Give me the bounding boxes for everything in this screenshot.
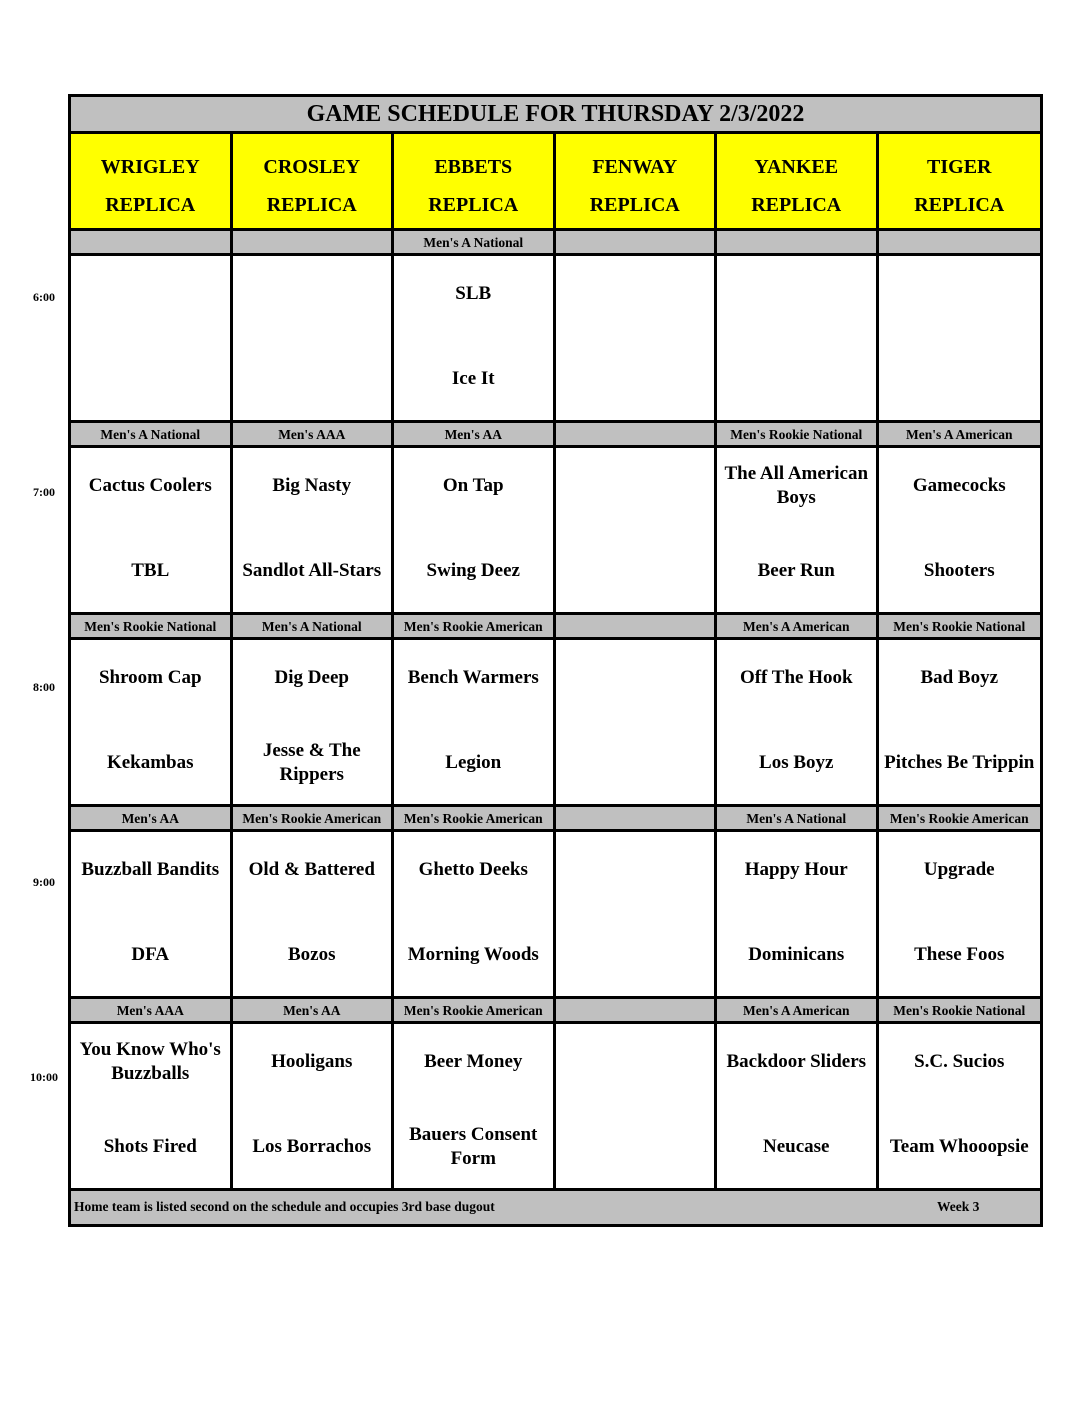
footer-note: Home team is listed second on the schedule and occupies 3rd base dugout (74, 1199, 495, 1214)
field-header-yankee (717, 134, 879, 231)
game-cell (717, 448, 879, 615)
home-team (556, 349, 715, 409)
home-team: Swing Deez (426, 560, 520, 581)
field-name: EBBETS (434, 156, 513, 178)
division-label (717, 231, 879, 256)
division-label: Men's Rookie National (879, 615, 1041, 640)
division-label: Men's AA (394, 423, 556, 448)
away-team: On Tap (442, 475, 504, 496)
home-team (556, 541, 715, 601)
home-team (71, 349, 230, 409)
division-label (556, 231, 718, 256)
game-cell (717, 832, 879, 999)
home-team: Jesse & The Rippers (262, 740, 361, 785)
home-team: Legion (445, 752, 502, 773)
home-team: Pitches Be Trippin (884, 752, 1035, 773)
division-row (71, 423, 1040, 448)
away-team (233, 264, 392, 324)
home-team: Ice It (451, 368, 495, 389)
field-name: YANKEE (754, 156, 839, 178)
game-cell (394, 256, 556, 423)
division-label: Men's A American (717, 615, 879, 640)
away-team: Hooligans (271, 1051, 353, 1072)
home-team (879, 349, 1041, 409)
time-label: 8:00 (33, 680, 55, 694)
away-team: Dig Deep (274, 667, 349, 688)
away-team: Gamecocks (912, 475, 1006, 496)
division-label (879, 231, 1041, 256)
away-team: Bad Boyz (920, 667, 999, 688)
field-header-row (71, 134, 1040, 231)
away-team (556, 648, 715, 708)
field-name: TIGER (927, 156, 992, 178)
division-label: Men's A National (71, 423, 233, 448)
field-header-wrigley (71, 134, 233, 231)
home-team: Team Whooopsie (889, 1136, 1029, 1157)
field-name: FENWAY (592, 156, 678, 178)
home-team: Kekambas (106, 752, 194, 773)
game-row (71, 640, 1040, 807)
away-team: Happy Hour (744, 859, 848, 880)
division-label: Men's AAA (233, 423, 395, 448)
home-team: Shooters (923, 560, 995, 581)
home-team: Los Borrachos (252, 1136, 372, 1157)
field-header-tiger (879, 134, 1041, 231)
away-team: Beer Money (424, 1051, 523, 1072)
game-cell (556, 640, 718, 807)
home-team (556, 1117, 715, 1177)
away-team: Upgrade (923, 859, 995, 880)
division-label (556, 807, 718, 832)
game-cell (71, 448, 233, 615)
away-team (556, 840, 715, 900)
week-label: Week 3 (937, 1199, 980, 1214)
division-row (71, 231, 1040, 256)
game-cell (556, 448, 718, 615)
away-team: Buzzball Bandits (81, 859, 220, 880)
division-label (556, 999, 718, 1024)
away-team: Old & Battered (248, 859, 375, 880)
division-row (71, 615, 1040, 640)
home-team: Dominicans (748, 944, 845, 965)
away-team: SLB (455, 283, 492, 304)
division-label: Men's A National (233, 615, 395, 640)
away-team: You Know Who's Buzzballs (79, 1039, 221, 1084)
game-row (71, 832, 1040, 999)
game-cell (233, 832, 395, 999)
away-team: Ghetto Deeks (418, 859, 528, 880)
home-team (556, 925, 715, 985)
home-team: Morning Woods (407, 944, 539, 965)
game-cell (879, 448, 1041, 615)
game-cell (879, 832, 1041, 999)
home-team (556, 733, 715, 793)
game-cell (233, 640, 395, 807)
away-team: Cactus Coolers (88, 475, 212, 496)
field-name: CROSLEY (263, 156, 361, 178)
field-sub: REPLICA (751, 194, 842, 216)
field-sub: REPLICA (266, 194, 357, 216)
game-cell (879, 640, 1041, 807)
game-cell (233, 448, 395, 615)
game-cell (71, 640, 233, 807)
time-slots (71, 231, 1040, 1191)
away-team (556, 264, 715, 324)
field-header-ebbets (394, 134, 556, 231)
division-label: Men's A American (879, 423, 1041, 448)
division-label (233, 231, 395, 256)
time-label: 6:00 (33, 290, 55, 304)
field-sub: REPLICA (914, 194, 1005, 216)
division-label: Men's Rookie American (879, 807, 1041, 832)
away-team (717, 264, 876, 324)
division-row (71, 807, 1040, 832)
division-label (556, 423, 718, 448)
field-name: WRIGLEY (100, 156, 200, 178)
game-cell (717, 256, 879, 423)
away-team: Backdoor Sliders (726, 1051, 867, 1072)
game-cell (556, 1024, 718, 1191)
home-team: Sandlot All-Stars (242, 560, 382, 581)
game-cell (717, 640, 879, 807)
home-team: Shots Fired (103, 1136, 197, 1157)
game-row (71, 448, 1040, 615)
away-team: Bench Warmers (407, 667, 539, 688)
division-label: Men's Rookie American (394, 999, 556, 1024)
division-label (71, 231, 233, 256)
game-cell (879, 1024, 1041, 1191)
away-team: Big Nasty (272, 475, 352, 496)
game-cell (233, 1024, 395, 1191)
game-row (71, 1024, 1040, 1191)
away-team: The All American Boys (724, 463, 869, 508)
field-sub: REPLICA (589, 194, 680, 216)
field-sub: REPLICA (105, 194, 196, 216)
home-team: Bozos (288, 944, 336, 965)
game-cell (394, 1024, 556, 1191)
division-label: Men's Rookie American (394, 807, 556, 832)
away-team (556, 1032, 715, 1092)
game-cell (394, 640, 556, 807)
division-label: Men's Rookie National (71, 615, 233, 640)
away-team: S.C. Sucios (914, 1051, 1005, 1072)
time-label: 7:00 (33, 485, 55, 499)
game-cell (71, 256, 233, 423)
time-label: 9:00 (33, 875, 55, 889)
schedule-title: GAME SCHEDULE FOR THURSDAY 2/3/2022 (71, 97, 1040, 134)
home-team: Beer Run (757, 560, 835, 581)
game-cell (71, 832, 233, 999)
division-label: Men's AAA (71, 999, 233, 1024)
time-label: 10:00 (30, 1070, 58, 1084)
game-cell (71, 1024, 233, 1191)
division-label: Men's A American (717, 999, 879, 1024)
schedule-table (68, 94, 1043, 1227)
home-team (717, 349, 876, 409)
away-team (71, 264, 230, 324)
home-team: TBL (131, 560, 170, 581)
home-team: Los Boyz (759, 752, 834, 773)
home-team: Bauers Consent Form (409, 1124, 538, 1169)
game-cell (556, 832, 718, 999)
division-label: Men's A National (717, 807, 879, 832)
division-label (556, 615, 718, 640)
division-label: Men's Rookie American (394, 615, 556, 640)
game-cell (233, 256, 395, 423)
field-sub: REPLICA (428, 194, 519, 216)
away-team: Shroom Cap (98, 667, 202, 688)
division-label: Men's A National (394, 231, 556, 256)
game-cell (556, 256, 718, 423)
game-cell (394, 832, 556, 999)
division-row (71, 999, 1040, 1024)
home-team: Neucase (763, 1136, 830, 1157)
division-label: Men's AA (233, 999, 395, 1024)
home-team: These Foos (914, 944, 1005, 965)
field-header-crosley (233, 134, 395, 231)
division-label: Men's Rookie National (879, 999, 1041, 1024)
away-team: Off The Hook (739, 667, 853, 688)
home-team: DFA (131, 944, 170, 965)
game-cell (717, 1024, 879, 1191)
division-label: Men's AA (71, 807, 233, 832)
field-header-fenway (556, 134, 718, 231)
game-row (71, 256, 1040, 423)
game-cell (394, 448, 556, 615)
game-cell (879, 256, 1041, 423)
home-team (233, 349, 392, 409)
schedule-footer (71, 1191, 1040, 1224)
division-label: Men's Rookie National (717, 423, 879, 448)
away-team (879, 264, 1041, 324)
division-label: Men's Rookie American (233, 807, 395, 832)
away-team (556, 456, 715, 516)
